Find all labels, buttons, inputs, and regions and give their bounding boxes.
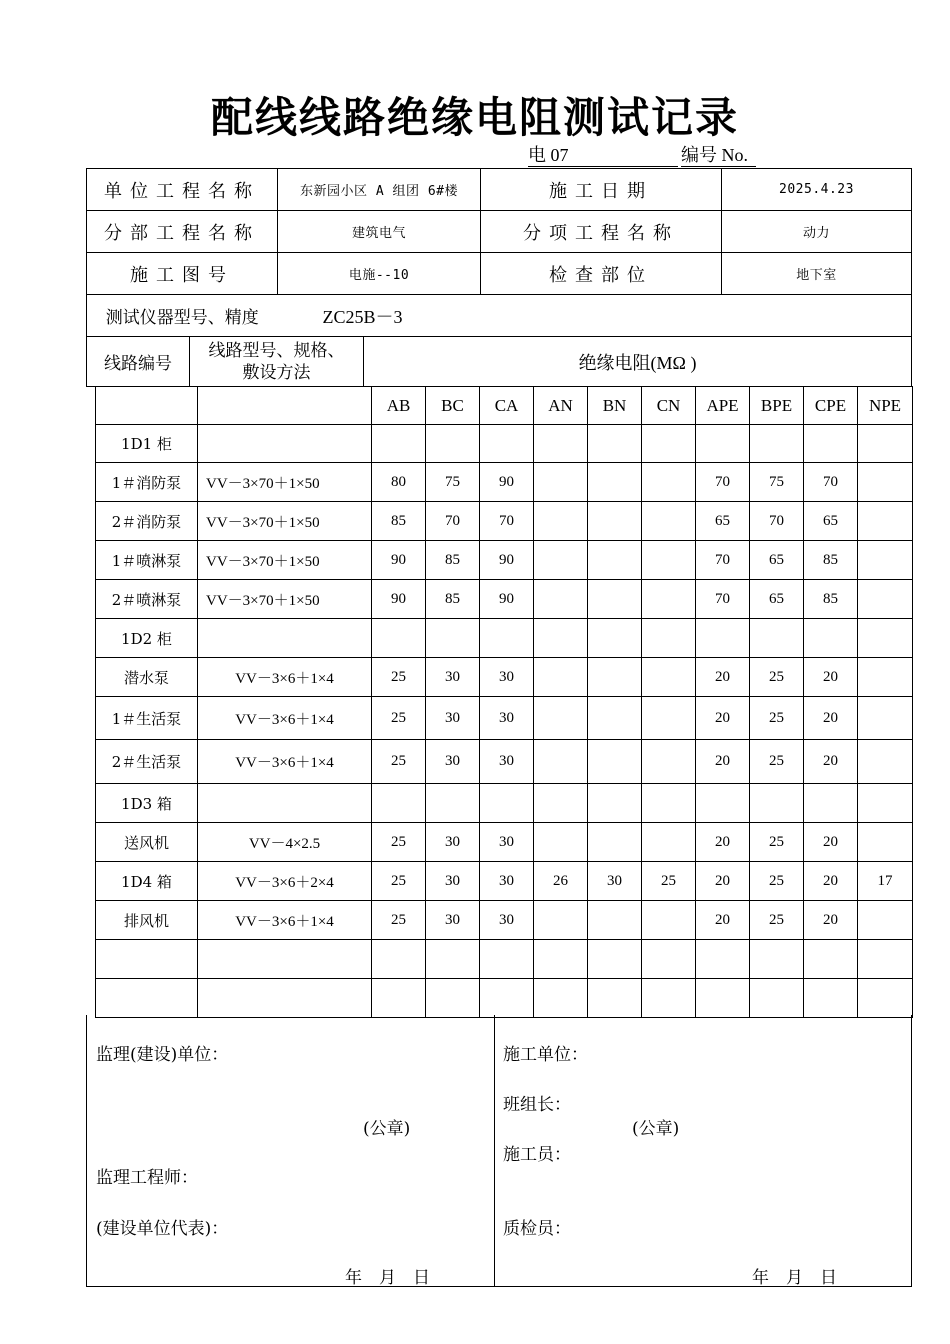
line-name-cell — [96, 940, 198, 979]
value-cell-npe — [858, 502, 913, 541]
line-spec-cell: VV－3×6＋1×4 — [198, 740, 372, 784]
value-cell-bn — [588, 502, 642, 541]
column-header-bn: BN — [588, 387, 642, 425]
value-cell-ab: 25 — [372, 697, 426, 740]
column-header-bpe: BPE — [750, 387, 804, 425]
value-cell-ca — [480, 784, 534, 823]
supervisor-unit-label: 监理(建设)单位： — [96, 1045, 229, 1065]
value-cell-bpe: 25 — [750, 862, 804, 901]
value-cell-an — [534, 697, 588, 740]
value-cell-ab: 25 — [372, 862, 426, 901]
value-cell-npe — [858, 697, 913, 740]
instrument-table — [86, 294, 912, 337]
value-cell-bc — [426, 940, 480, 979]
line-spec-cell — [198, 619, 372, 658]
value-cell-bc: 85 — [426, 580, 480, 619]
table-row — [96, 740, 913, 784]
value-cell-ape: 70 — [696, 580, 750, 619]
table-row — [96, 541, 913, 580]
value-cell-bpe: 70 — [750, 502, 804, 541]
table-row — [96, 502, 913, 541]
value-cell-ca: 30 — [480, 658, 534, 697]
value-cell-ca — [480, 619, 534, 658]
value-cell-bn — [588, 619, 642, 658]
value-cell-bpe: 65 — [750, 541, 804, 580]
value-cell-bpe — [750, 979, 804, 1018]
inspect-label: 检查部位 — [481, 253, 722, 295]
value-cell-cpe — [804, 784, 858, 823]
line-no-label: 线路编号 — [87, 337, 190, 387]
value-cell-ape: 20 — [696, 697, 750, 740]
value-cell-bn — [588, 901, 642, 940]
value-cell-ab — [372, 784, 426, 823]
value-cell-ab: 25 — [372, 901, 426, 940]
value-cell-npe — [858, 823, 913, 862]
value-cell-ape: 20 — [696, 658, 750, 697]
sub-project-label: 分部工程名称 — [87, 211, 278, 253]
value-cell-npe — [858, 979, 913, 1018]
value-cell-cn — [642, 619, 696, 658]
insulation-resistance-label: 绝缘电阻(MΩ ) — [364, 337, 912, 387]
value-cell-an — [534, 502, 588, 541]
line-name-cell — [96, 979, 198, 1018]
value-cell-an — [534, 658, 588, 697]
value-cell-ca: 30 — [480, 823, 534, 862]
value-cell-npe — [858, 658, 913, 697]
measurement-table — [95, 386, 913, 1018]
column-header-row — [96, 387, 913, 425]
value-cell-ape — [696, 619, 750, 658]
value-cell-ape: 70 — [696, 541, 750, 580]
value-cell-bc — [426, 425, 480, 463]
value-cell-bn — [588, 940, 642, 979]
table-row — [96, 784, 913, 823]
value-cell-bc: 30 — [426, 862, 480, 901]
value-cell-an — [534, 619, 588, 658]
value-cell-bpe: 25 — [750, 740, 804, 784]
value-cell-cn — [642, 541, 696, 580]
value-cell-cn — [642, 940, 696, 979]
date-value: 2025.4.23 — [722, 169, 912, 211]
value-cell-ab: 85 — [372, 502, 426, 541]
value-cell-npe — [858, 740, 913, 784]
value-cell-bn — [588, 658, 642, 697]
line-name-cell: 1D4 箱 — [96, 862, 198, 901]
instrument-value: ZC25B－3 — [278, 295, 912, 337]
column-header-blank-name — [96, 387, 198, 425]
value-cell-ab: 25 — [372, 740, 426, 784]
value-cell-ape: 65 — [696, 502, 750, 541]
value-cell-npe — [858, 541, 913, 580]
quality-inspector-label: 质检员： — [503, 1219, 571, 1239]
table-row — [96, 425, 913, 463]
line-name-cell: 1D3 箱 — [96, 784, 198, 823]
sub-project-value: 建筑电气 — [278, 211, 481, 253]
value-cell-cn — [642, 658, 696, 697]
value-cell-bc: 70 — [426, 502, 480, 541]
value-cell-cpe — [804, 979, 858, 1018]
owner-rep-label: (建设单位代表)： — [96, 1219, 229, 1239]
doc-code: 电 07 — [528, 144, 678, 167]
value-cell-bpe — [750, 784, 804, 823]
line-spec-cell — [198, 425, 372, 463]
line-spec-cell: VV－3×6＋1×4 — [198, 901, 372, 940]
value-cell-npe: 17 — [858, 862, 913, 901]
line-name-cell: 排风机 — [96, 901, 198, 940]
value-cell-npe — [858, 463, 913, 502]
value-cell-ape: 20 — [696, 823, 750, 862]
value-cell-bpe: 25 — [750, 823, 804, 862]
column-header-cpe: CPE — [804, 387, 858, 425]
line-name-cell: 2＃生活泵 — [96, 740, 198, 784]
value-cell-ca: 90 — [480, 541, 534, 580]
value-cell-ape — [696, 979, 750, 1018]
table-row — [96, 619, 913, 658]
line-type-label-1: 线路型号、规格、 — [208, 340, 345, 361]
value-cell-npe — [858, 619, 913, 658]
value-cell-cn — [642, 784, 696, 823]
value-cell-bpe: 25 — [750, 658, 804, 697]
line-spec-cell — [198, 940, 372, 979]
value-cell-cpe: 20 — [804, 823, 858, 862]
seal-right: (公章) — [632, 1119, 680, 1139]
column-header-blank-spec — [198, 387, 372, 425]
unit-project-label: 单位工程名称 — [87, 169, 278, 211]
line-name-cell: 2＃消防泵 — [96, 502, 198, 541]
line-spec-cell: VV－4×2.5 — [198, 823, 372, 862]
value-cell-ab — [372, 979, 426, 1018]
value-cell-bc: 30 — [426, 901, 480, 940]
value-cell-cpe: 85 — [804, 580, 858, 619]
value-cell-ape: 20 — [696, 862, 750, 901]
column-header-cn: CN — [642, 387, 696, 425]
value-cell-bpe: 75 — [750, 463, 804, 502]
worker-label: 施工员： — [503, 1145, 571, 1165]
value-cell-an — [534, 940, 588, 979]
line-spec-cell: VV－3×6＋1×4 — [198, 697, 372, 740]
line-spec-cell: VV－3×70＋1×50 — [198, 502, 372, 541]
value-cell-cpe: 65 — [804, 502, 858, 541]
value-cell-bn — [588, 784, 642, 823]
table-row — [96, 463, 913, 502]
value-cell-cn — [642, 740, 696, 784]
value-cell-bn — [588, 697, 642, 740]
signature-area — [86, 1015, 912, 1287]
value-cell-cpe — [804, 425, 858, 463]
value-cell-bn: 30 — [588, 862, 642, 901]
value-cell-ab — [372, 425, 426, 463]
value-cell-ab: 90 — [372, 541, 426, 580]
value-cell-an — [534, 901, 588, 940]
team-leader-label: 班组长： — [503, 1095, 571, 1115]
value-cell-ape: 20 — [696, 901, 750, 940]
value-cell-cpe: 20 — [804, 697, 858, 740]
value-cell-cpe: 70 — [804, 463, 858, 502]
column-header-bc: BC — [426, 387, 480, 425]
value-cell-ca: 30 — [480, 901, 534, 940]
value-cell-bc: 75 — [426, 463, 480, 502]
value-cell-npe — [858, 425, 913, 463]
column-header-an: AN — [534, 387, 588, 425]
value-cell-ca: 30 — [480, 697, 534, 740]
line-spec-cell — [198, 784, 372, 823]
value-cell-ca: 90 — [480, 463, 534, 502]
value-cell-ape — [696, 425, 750, 463]
value-cell-bc — [426, 979, 480, 1018]
value-cell-ape — [696, 784, 750, 823]
value-cell-bn — [588, 979, 642, 1018]
value-cell-cn — [642, 979, 696, 1018]
value-cell-bc: 30 — [426, 697, 480, 740]
value-cell-bpe: 25 — [750, 901, 804, 940]
value-cell-bn — [588, 580, 642, 619]
value-cell-an — [534, 580, 588, 619]
item-project-value: 动力 — [722, 211, 912, 253]
drawing-label: 施工图号 — [87, 253, 278, 295]
value-cell-an: 26 — [534, 862, 588, 901]
value-cell-ape: 20 — [696, 740, 750, 784]
value-cell-bn — [588, 740, 642, 784]
value-cell-cpe: 20 — [804, 658, 858, 697]
line-name-cell: 1＃消防泵 — [96, 463, 198, 502]
table-row — [96, 940, 913, 979]
value-cell-cn — [642, 697, 696, 740]
value-cell-cn — [642, 425, 696, 463]
value-cell-bc — [426, 619, 480, 658]
date-left: 年 月 日 — [345, 1268, 430, 1288]
value-cell-cn: 25 — [642, 862, 696, 901]
value-cell-npe — [858, 784, 913, 823]
table-row — [96, 862, 913, 901]
doc-number-label: 编号 No. — [681, 144, 756, 167]
table-row — [96, 697, 913, 740]
column-header-ab: AB — [372, 387, 426, 425]
value-cell-bc: 30 — [426, 658, 480, 697]
value-cell-cn — [642, 823, 696, 862]
value-cell-cpe — [804, 940, 858, 979]
value-cell-ape — [696, 940, 750, 979]
value-cell-an — [534, 463, 588, 502]
value-cell-cpe: 20 — [804, 901, 858, 940]
value-cell-bpe: 65 — [750, 580, 804, 619]
value-cell-cn — [642, 463, 696, 502]
value-cell-an — [534, 425, 588, 463]
value-cell-ab: 25 — [372, 658, 426, 697]
item-project-label: 分项工程名称 — [481, 211, 722, 253]
date-label: 施工日期 — [481, 169, 722, 211]
value-cell-cn — [642, 502, 696, 541]
column-header-ape: APE — [696, 387, 750, 425]
value-cell-ca: 30 — [480, 740, 534, 784]
line-name-cell: 1D2 柜 — [96, 619, 198, 658]
value-cell-ab — [372, 619, 426, 658]
contractor-unit-label: 施工单位： — [503, 1045, 588, 1065]
value-cell-bc: 85 — [426, 541, 480, 580]
unit-project-value: 东新园小区 A 组团 6#楼 — [278, 169, 481, 211]
seal-left: (公章) — [363, 1119, 411, 1139]
supervisor-engineer-label: 监理工程师： — [96, 1168, 198, 1188]
value-cell-bpe: 25 — [750, 697, 804, 740]
value-cell-bc: 30 — [426, 823, 480, 862]
value-cell-bn — [588, 823, 642, 862]
value-cell-ab: 25 — [372, 823, 426, 862]
line-spec-cell — [198, 979, 372, 1018]
value-cell-cpe — [804, 619, 858, 658]
date-right: 年 月 日 — [752, 1268, 837, 1288]
value-cell-cn — [642, 580, 696, 619]
table-row — [96, 823, 913, 862]
value-cell-cpe: 85 — [804, 541, 858, 580]
value-cell-ca — [480, 425, 534, 463]
line-name-cell: 2＃喷淋泵 — [96, 580, 198, 619]
value-cell-bc: 30 — [426, 740, 480, 784]
value-cell-an — [534, 740, 588, 784]
value-cell-ab: 80 — [372, 463, 426, 502]
value-cell-ca: 90 — [480, 580, 534, 619]
value-cell-npe — [858, 940, 913, 979]
line-header-table — [86, 336, 912, 387]
column-header-npe: NPE — [858, 387, 913, 425]
value-cell-ca: 30 — [480, 862, 534, 901]
header-table — [86, 168, 912, 295]
table-row — [96, 901, 913, 940]
value-cell-bn — [588, 541, 642, 580]
line-name-cell: 1D1 柜 — [96, 425, 198, 463]
value-cell-an — [534, 541, 588, 580]
line-spec-cell: VV－3×6＋2×4 — [198, 862, 372, 901]
inspect-value: 地下室 — [722, 253, 912, 295]
value-cell-ab — [372, 940, 426, 979]
table-row — [96, 580, 913, 619]
column-header-ca: CA — [480, 387, 534, 425]
line-name-cell: 1＃生活泵 — [96, 697, 198, 740]
value-cell-bn — [588, 463, 642, 502]
line-type-label-2: 敷设方法 — [242, 362, 311, 383]
line-name-cell: 潜水泵 — [96, 658, 198, 697]
value-cell-cpe: 20 — [804, 740, 858, 784]
value-cell-ab: 90 — [372, 580, 426, 619]
value-cell-an — [534, 979, 588, 1018]
document-title: 配线线路绝缘电阻测试记录 — [210, 93, 739, 142]
value-cell-npe — [858, 580, 913, 619]
line-spec-cell: VV－3×6＋1×4 — [198, 658, 372, 697]
value-cell-bn — [588, 425, 642, 463]
table-row — [96, 979, 913, 1018]
value-cell-bpe — [750, 619, 804, 658]
value-cell-bc — [426, 784, 480, 823]
value-cell-npe — [858, 901, 913, 940]
instrument-label: 测试仪器型号、精度 — [87, 295, 278, 337]
table-row — [96, 658, 913, 697]
line-spec-cell: VV－3×70＋1×50 — [198, 463, 372, 502]
value-cell-ape: 70 — [696, 463, 750, 502]
line-spec-cell: VV－3×70＋1×50 — [198, 541, 372, 580]
line-name-cell: 送风机 — [96, 823, 198, 862]
value-cell-bpe — [750, 940, 804, 979]
value-cell-cpe: 20 — [804, 862, 858, 901]
line-spec-cell: VV－3×70＋1×50 — [198, 580, 372, 619]
value-cell-an — [534, 823, 588, 862]
value-cell-an — [534, 784, 588, 823]
value-cell-cn — [642, 901, 696, 940]
value-cell-ca — [480, 940, 534, 979]
value-cell-bpe — [750, 425, 804, 463]
line-name-cell: 1＃喷淋泵 — [96, 541, 198, 580]
value-cell-ca — [480, 979, 534, 1018]
drawing-value: 电施--10 — [278, 253, 481, 295]
value-cell-ca: 70 — [480, 502, 534, 541]
